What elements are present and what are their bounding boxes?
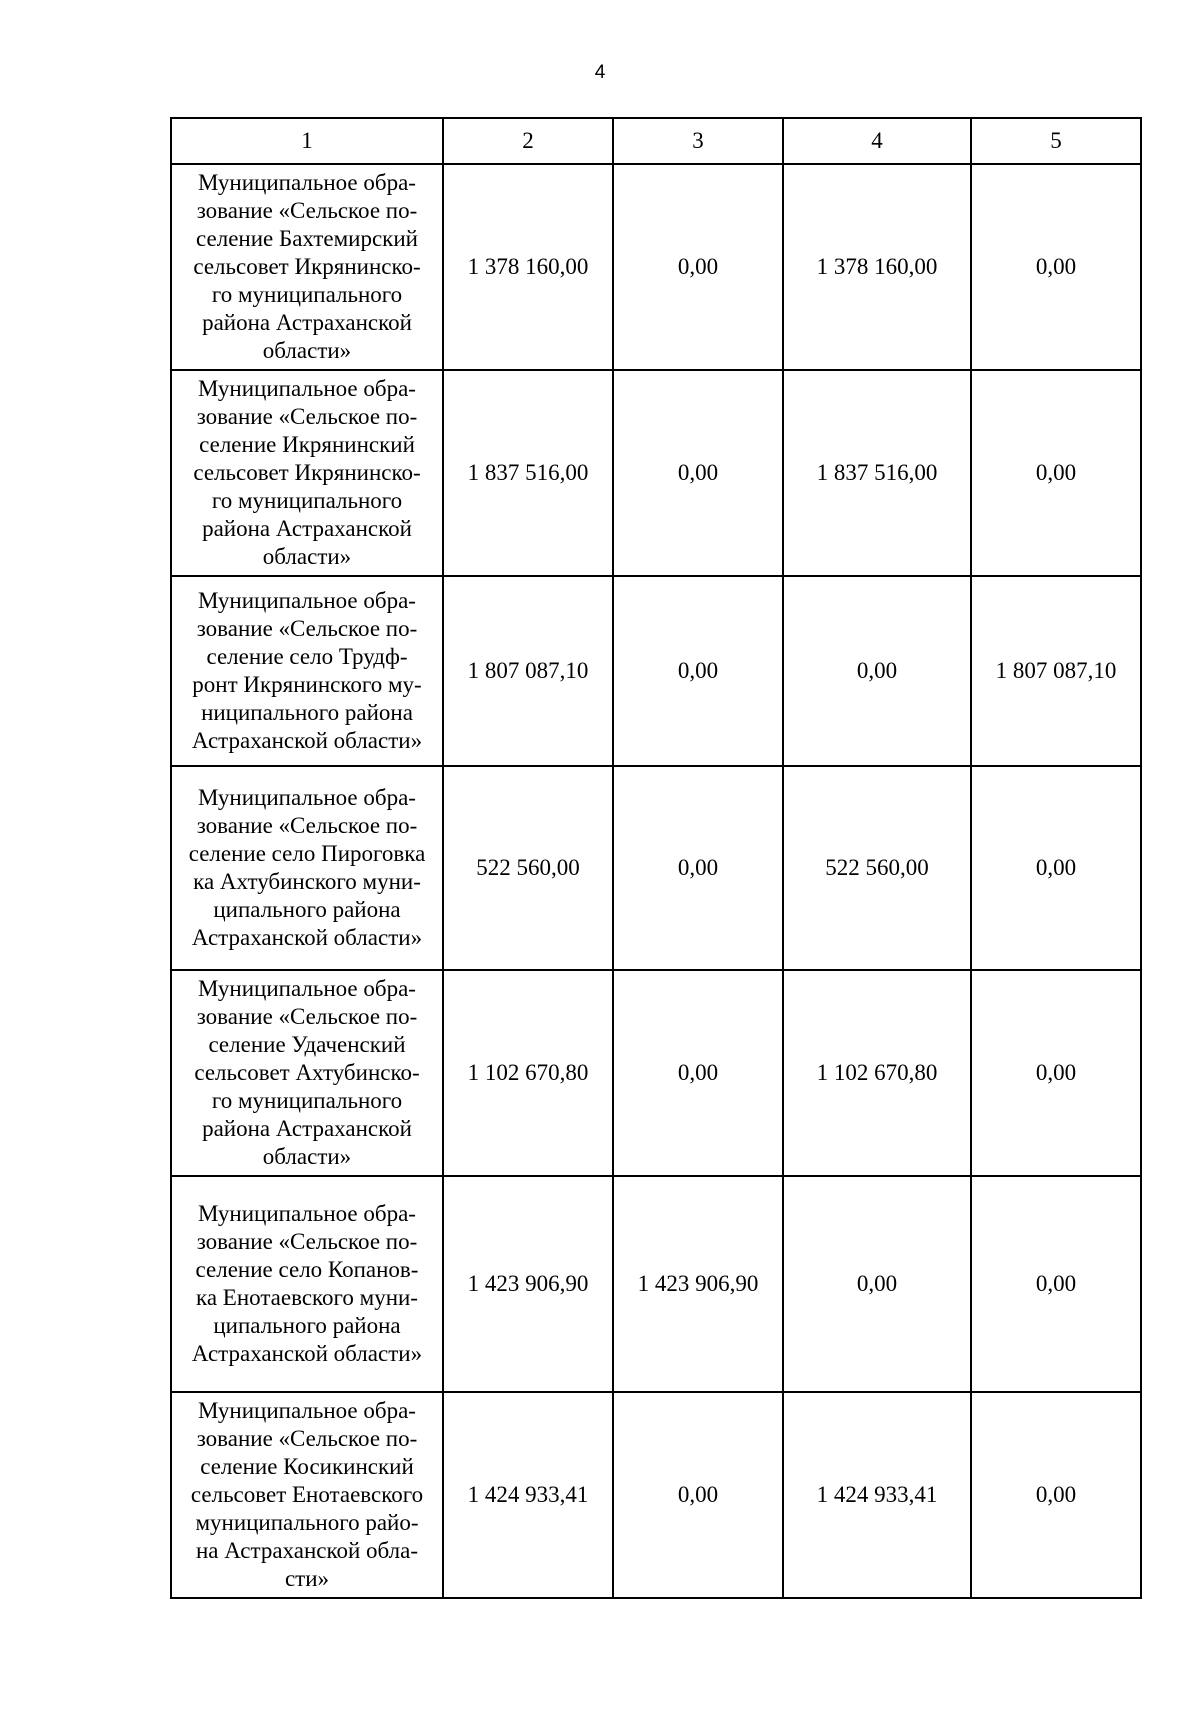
name-line: селение Косикинский [200,1454,414,1479]
name-line: области» [262,544,352,569]
column-header-3: 3 [613,118,783,164]
amount-cell-col2: 1 424 933,41 [443,1392,613,1598]
amount-cell-col5: 0,00 [971,766,1141,970]
name-line: Муниципальное обра- [198,1201,416,1226]
name-line: сти» [284,1566,330,1591]
amount-cell-col4: 522 560,00 [783,766,971,970]
amount-cell-col2: 1 378 160,00 [443,164,613,370]
column-header-4: 4 [783,118,971,164]
name-line: зование «Сельское по- [196,1004,418,1029]
name-line: зование «Сельское по- [196,1426,418,1451]
amount-cell-col5: 0,00 [971,970,1141,1176]
amount-cell-col3: 1 423 906,90 [613,1176,783,1392]
name-line: Муниципальное обра- [198,976,416,1001]
amount-cell-col3: 0,00 [613,1392,783,1598]
header-row [171,118,1141,164]
column-header-1: 1 [171,118,443,164]
amount-cell-col5: 1 807 087,10 [971,576,1141,766]
table-body [171,164,1141,1598]
name-line: района Астраханской [202,1116,412,1141]
name-line: Астраханской области» [191,1341,423,1366]
municipality-name-cell [171,370,443,576]
amount-cell-col2: 522 560,00 [443,766,613,970]
name-line: го муниципального [211,1088,403,1113]
table-row [171,576,1141,766]
municipality-name-cell [171,766,443,970]
name-line: зование «Сельское по- [196,1229,418,1254]
amount-cell-col4: 1 424 933,41 [783,1392,971,1598]
amount-cell-col4: 1 102 670,80 [783,970,971,1176]
name-line: Муниципальное обра- [198,376,416,401]
municipality-name-cell [171,1392,443,1598]
amount-cell-col4: 1 837 516,00 [783,370,971,576]
municipality-name-cell [171,164,443,370]
name-line: Муниципальное обра- [198,170,416,195]
name-line: области» [262,338,352,363]
table-row [171,766,1141,970]
name-line: муниципального райо- [195,1510,419,1535]
name-line: зование «Сельское по- [196,813,418,838]
name-line: зование «Сельское по- [196,616,418,641]
name-line: Астраханской области» [191,728,423,753]
amount-cell-col3: 0,00 [613,370,783,576]
name-line: го муниципального [211,488,403,513]
name-line: сельсовет Ахтубинско- [194,1060,420,1085]
municipality-name-cell [171,1176,443,1392]
amount-cell-col5: 0,00 [971,370,1141,576]
amount-cell-col2: 1 102 670,80 [443,970,613,1176]
name-line: сельсовет Икрянинско- [193,460,421,485]
name-line: ниципального района [201,700,413,725]
table-row [171,1176,1141,1392]
amount-cell-col5: 0,00 [971,1176,1141,1392]
column-header-5: 5 [971,118,1141,164]
name-line: селение Икрянинский [199,432,415,457]
name-line: Муниципальное обра- [198,785,416,810]
name-line: Муниципальное обра- [198,1398,416,1423]
name-line: ципального района [213,1313,401,1338]
amount-cell-col2: 1 423 906,90 [443,1176,613,1392]
name-line: сельсовет Икрянинско- [193,254,421,279]
table-row [171,970,1141,1176]
page-number: 4 [594,62,606,83]
amount-cell-col3: 0,00 [613,970,783,1176]
amount-cell-col5: 0,00 [971,164,1141,370]
table-row [171,164,1141,370]
column-header-2: 2 [443,118,613,164]
name-line: района Астраханской [202,310,412,335]
name-line: ципального района [213,897,401,922]
amount-cell-col2: 1 807 087,10 [443,576,613,766]
allocation-table [170,117,1142,1599]
table-header [171,118,1141,164]
name-line: селение Удаченский [208,1032,406,1057]
name-line: ка Ахтубинского муни- [193,869,421,894]
name-line: селение Бахтемирский [196,226,418,251]
amount-cell-col4: 0,00 [783,1176,971,1392]
table-row [171,370,1141,576]
name-line: ронт Икрянинского му- [192,672,422,697]
name-line: на Астраханской обла- [195,1538,418,1563]
name-line: селение село Трудф- [206,644,408,669]
amount-cell-col3: 0,00 [613,164,783,370]
amount-cell-col4: 1 378 160,00 [783,164,971,370]
name-line: района Астраханской [202,516,412,541]
amount-cell-col2: 1 837 516,00 [443,370,613,576]
name-line: зование «Сельское по- [196,404,418,429]
name-line: селение село Копанов- [195,1257,419,1282]
name-line: Муниципальное обра- [198,588,416,613]
municipality-name-cell [171,576,443,766]
name-line: Астраханской области» [191,925,423,950]
amount-cell-col4: 0,00 [783,576,971,766]
amount-cell-col5: 0,00 [971,1392,1141,1598]
municipality-name-cell [171,970,443,1176]
amount-cell-col3: 0,00 [613,766,783,970]
name-line: селение село Пироговка [188,841,426,866]
amount-cell-col3: 0,00 [613,576,783,766]
name-line: ка Енотаевского муни- [196,1285,418,1310]
name-line: го муниципального [211,282,403,307]
name-line: сельсовет Енотаевского [190,1482,424,1507]
table-row [171,1392,1141,1598]
name-line: области» [262,1144,352,1169]
name-line: зование «Сельское по- [196,198,418,223]
